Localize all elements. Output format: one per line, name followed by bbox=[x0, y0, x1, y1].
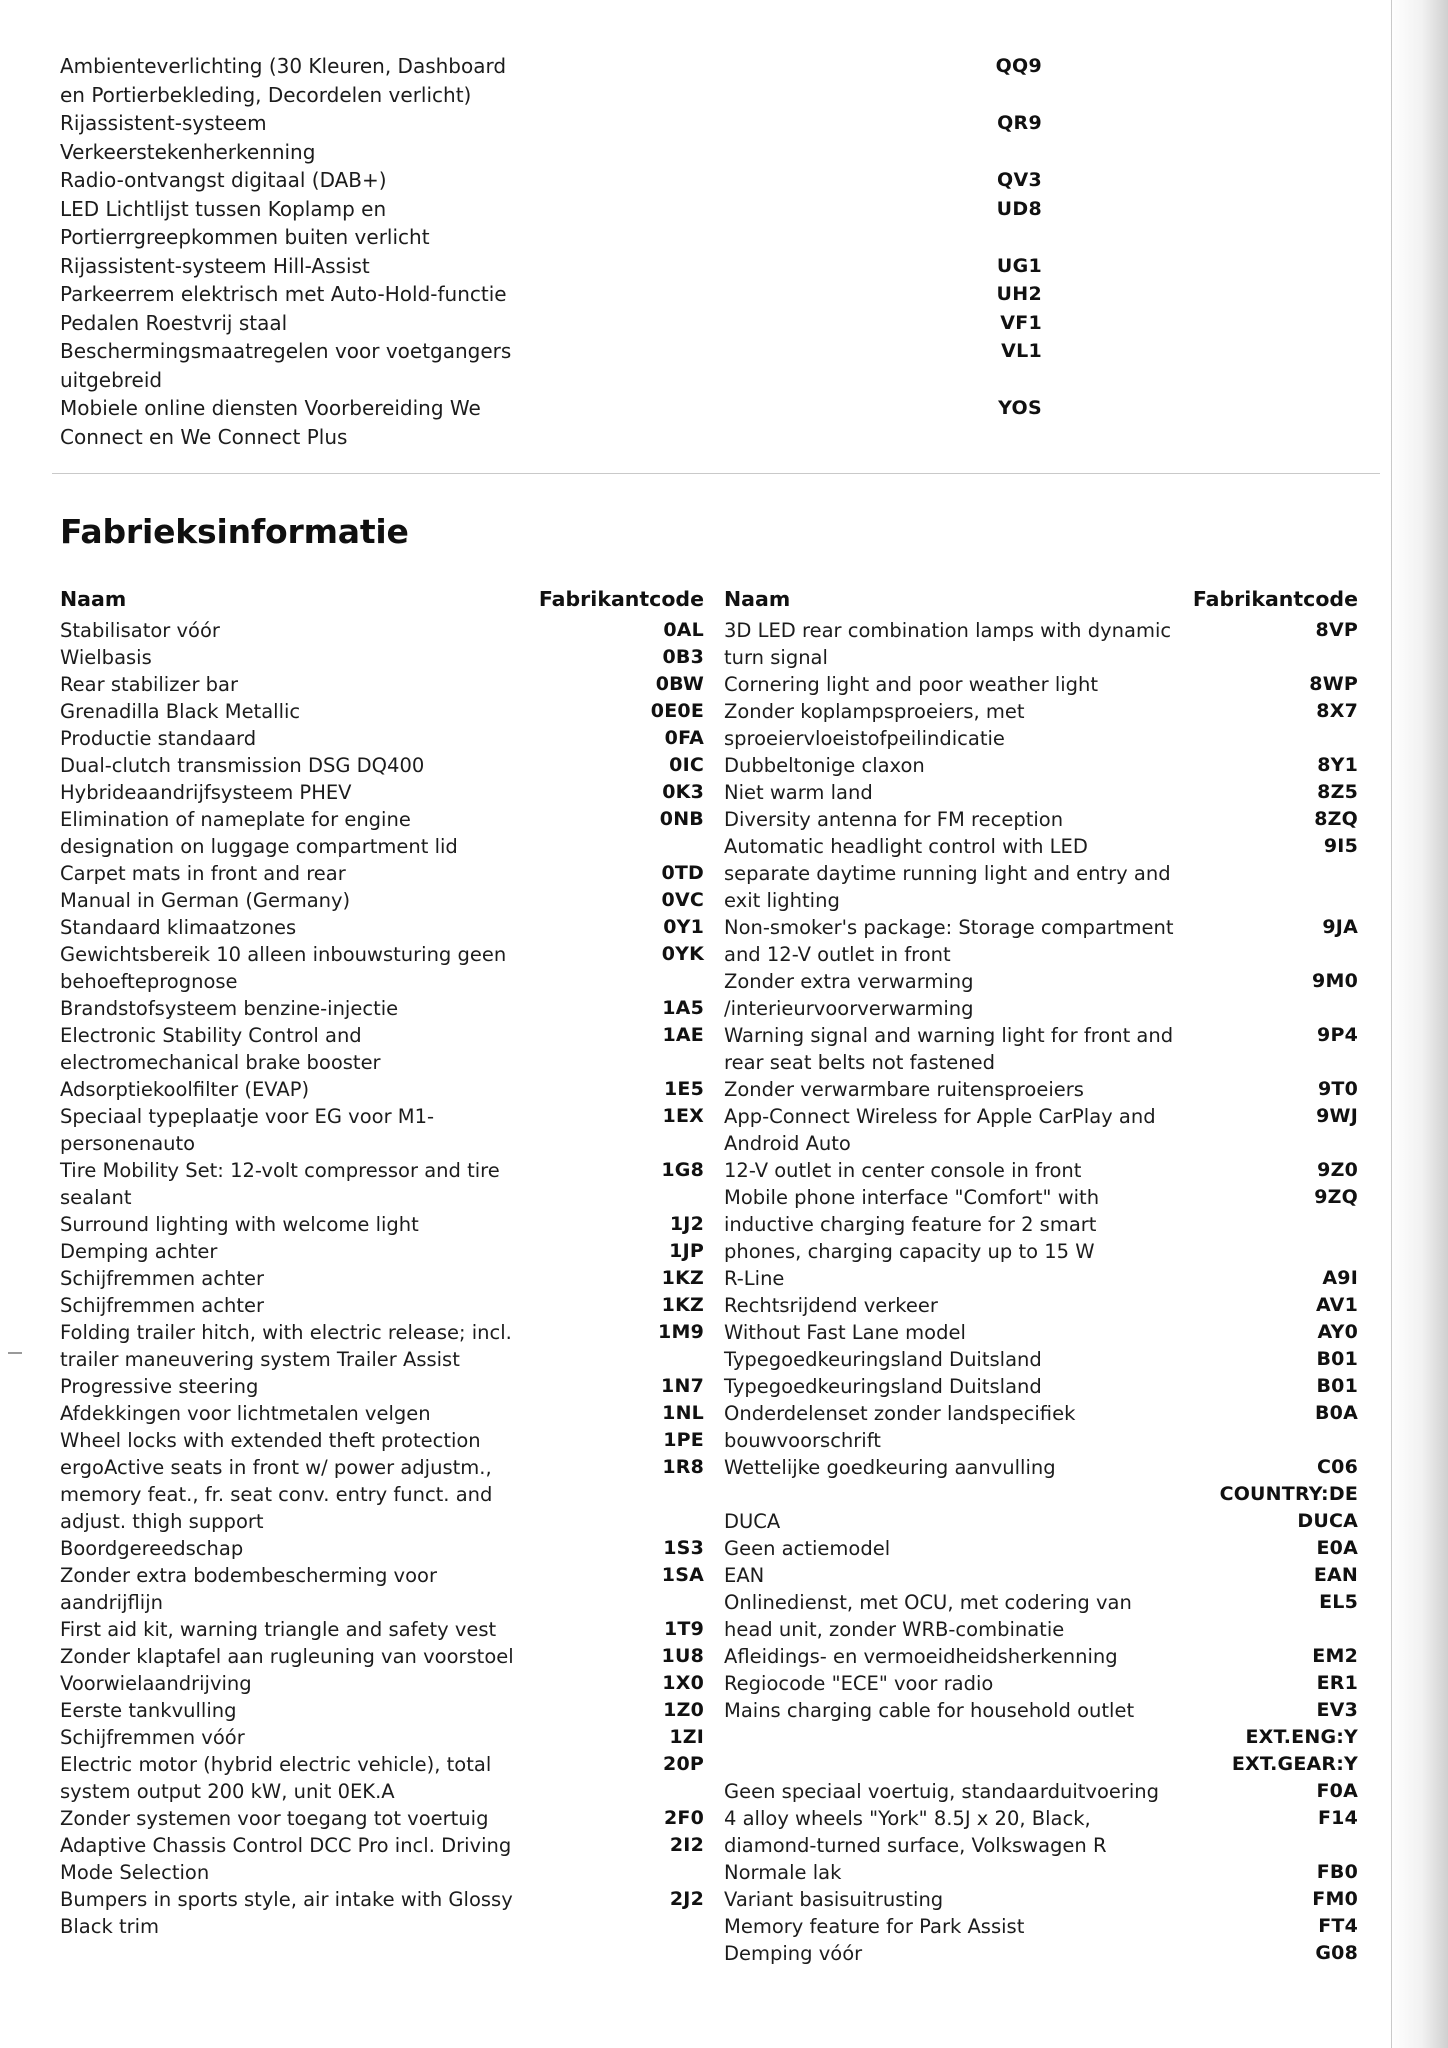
equipment-name: Pedalen Roestvrij staal bbox=[60, 310, 288, 335]
table-row bbox=[724, 1778, 1368, 1805]
option-name: Adsorptiekoolfilter (EVAP) bbox=[60, 1078, 310, 1101]
table-row bbox=[724, 698, 1368, 752]
option-name: Zonder systemen voor toegang tot voertuig bbox=[60, 1807, 489, 1830]
option-name: Voorwielaandrijving bbox=[60, 1672, 252, 1695]
manufacturer-code: EV3 bbox=[1316, 1699, 1358, 1721]
table-row bbox=[724, 806, 1368, 833]
manufacturer-code: 9P4 bbox=[1317, 1024, 1358, 1046]
option-name: Rechtsrijdend verkeer bbox=[724, 1294, 938, 1317]
option-name: Zonder extra verwarming /interieurvoorverwarming bbox=[724, 970, 974, 1020]
manufacturer-code: ER1 bbox=[1316, 1672, 1358, 1694]
manufacturer-code: F14 bbox=[1317, 1807, 1358, 1829]
header-fabrikantcode: Fabrikantcode bbox=[538, 587, 704, 611]
table-row bbox=[60, 1670, 714, 1697]
option-name: Standaard klimaatzones bbox=[60, 916, 297, 939]
equipment-code: YOS bbox=[998, 397, 1042, 419]
option-name: ergoActive seats in front w/ power adjustm., memory feat., fr. seat conv. entry funct. and adjust. thigh support bbox=[60, 1456, 493, 1533]
table-row bbox=[60, 1076, 714, 1103]
table-row bbox=[724, 1913, 1368, 1940]
option-name: Dual-clutch transmission DSG DQ400 bbox=[60, 754, 425, 777]
manufacturer-code: 0VC bbox=[661, 889, 704, 911]
equipment-row bbox=[60, 252, 1050, 281]
table-row bbox=[60, 1751, 714, 1805]
table-row bbox=[724, 1103, 1368, 1157]
table-row bbox=[724, 1319, 1368, 1346]
table-row bbox=[724, 1292, 1368, 1319]
table-row bbox=[60, 1373, 714, 1400]
factory-info-left-column bbox=[60, 587, 714, 1967]
table-row bbox=[724, 752, 1368, 779]
manufacturer-code: 1U8 bbox=[661, 1645, 704, 1667]
option-name: Zonder koplampsproeiers, met sproeiervloeistofpeilindicatie bbox=[724, 700, 1025, 750]
header-fabrikantcode: Fabrikantcode bbox=[1192, 587, 1358, 611]
manufacturer-code: EXT.ENG:Y bbox=[1245, 1726, 1358, 1748]
manufacturer-code: 8Z5 bbox=[1317, 781, 1358, 803]
table-row bbox=[724, 1859, 1368, 1886]
equipment-name: Parkeerrem elektrisch met Auto-Hold-functie bbox=[60, 282, 507, 306]
option-name: Cornering light and poor weather light bbox=[724, 673, 1099, 696]
manufacturer-code: 2I2 bbox=[669, 1834, 704, 1856]
option-name: Schijfremmen achter bbox=[60, 1294, 264, 1317]
table-row bbox=[724, 1697, 1368, 1724]
table-row bbox=[60, 698, 714, 725]
option-name: Speciaal typeplaatje voor EG voor M1-personenauto bbox=[60, 1105, 435, 1155]
manufacturer-code: 1R8 bbox=[662, 1456, 704, 1478]
option-name: Onderdelenset zonder landspecifiek bouwvoorschrift bbox=[724, 1402, 1076, 1452]
option-name: Bumpers in sports style, air intake with Glossy Black trim bbox=[60, 1888, 513, 1938]
manufacturer-code: EXT.GEAR:Y bbox=[1231, 1753, 1358, 1775]
manufacturer-code: 8X7 bbox=[1316, 700, 1358, 722]
option-name: Electronic Stability Control and electromechanical brake booster bbox=[60, 1024, 381, 1074]
manufacturer-code: 8VP bbox=[1315, 619, 1358, 641]
option-name: First aid kit, warning triangle and safety vest bbox=[60, 1618, 497, 1641]
manufacturer-code: 0Y1 bbox=[663, 916, 704, 938]
option-name: Hybrideaandrijfsysteem PHEV bbox=[60, 781, 352, 804]
option-name: Niet warm land bbox=[724, 781, 873, 804]
table-row bbox=[60, 1562, 714, 1616]
manufacturer-code: COUNTRY:DE bbox=[1219, 1483, 1358, 1505]
table-row bbox=[724, 1805, 1368, 1859]
manufacturer-code: 9I5 bbox=[1323, 835, 1358, 857]
table-row bbox=[60, 1535, 714, 1562]
option-name: Typegoedkeuringsland Duitsland bbox=[724, 1375, 1042, 1398]
table-row bbox=[60, 1400, 714, 1427]
option-name: Schijfremmen vóór bbox=[60, 1726, 245, 1749]
table-row bbox=[724, 1643, 1368, 1670]
manufacturer-code: 2J2 bbox=[669, 1888, 704, 1910]
option-name: Manual in German (Germany) bbox=[60, 889, 351, 912]
manufacturer-code: 0AL bbox=[663, 619, 704, 641]
manufacturer-code: 9T0 bbox=[1317, 1078, 1358, 1100]
option-name: Brandstofsysteem benzine-injectie bbox=[60, 997, 399, 1020]
manufacturer-code: 1KZ bbox=[661, 1294, 704, 1316]
table-row bbox=[724, 1184, 1368, 1265]
section-divider bbox=[52, 473, 1380, 474]
table-row bbox=[60, 860, 714, 887]
option-name: Zonder verwarmbare ruitensproeiers bbox=[724, 1078, 1084, 1101]
manufacturer-code: 8Y1 bbox=[1317, 754, 1358, 776]
option-name: Mains charging cable for household outlet bbox=[724, 1699, 1135, 1722]
column-header-left bbox=[60, 587, 714, 611]
option-name: Wheel locks with extended theft protection bbox=[60, 1429, 481, 1452]
equipment-code: UH2 bbox=[996, 283, 1042, 305]
table-row bbox=[60, 1211, 714, 1238]
manufacturer-code: 1JP bbox=[669, 1240, 704, 1262]
option-name: Regiocode "ECE" voor radio bbox=[724, 1672, 994, 1695]
manufacturer-code: G08 bbox=[1315, 1942, 1358, 1964]
manufacturer-code: EL5 bbox=[1319, 1591, 1358, 1613]
option-name: EAN bbox=[724, 1564, 765, 1587]
equipment-row bbox=[60, 52, 1050, 109]
manufacturer-code: 1N7 bbox=[661, 1375, 704, 1397]
option-name: Zonder extra bodembescherming voor aandrijflijn bbox=[60, 1564, 437, 1614]
manufacturer-code: 1PE bbox=[663, 1429, 704, 1451]
table-row bbox=[724, 617, 1368, 671]
table-row bbox=[60, 1103, 714, 1157]
manufacturer-code: 1NL bbox=[662, 1402, 704, 1424]
table-row bbox=[724, 833, 1368, 914]
option-name: Variant basisuitrusting bbox=[724, 1888, 944, 1911]
option-name: Geen actiemodel bbox=[724, 1537, 891, 1560]
option-name: Normale lak bbox=[724, 1861, 842, 1884]
manufacturer-code: B01 bbox=[1316, 1348, 1358, 1370]
option-name: Without Fast Lane model bbox=[724, 1321, 966, 1344]
option-name: 4 alloy wheels "York" 8.5J x 20, Black, diamond-turned surface, Volkswagen R bbox=[724, 1807, 1107, 1857]
table-row bbox=[724, 1886, 1368, 1913]
manufacturer-code: 20P bbox=[663, 1753, 704, 1775]
manufacturer-code: A9I bbox=[1322, 1267, 1358, 1289]
option-name: 3D LED rear combination lamps with dynamic turn signal bbox=[724, 619, 1172, 669]
table-row bbox=[60, 806, 714, 860]
option-name: Geen speciaal voertuig, standaarduitvoering bbox=[724, 1780, 1160, 1803]
table-row bbox=[724, 914, 1368, 968]
manufacturer-code: 9WJ bbox=[1316, 1105, 1358, 1127]
option-name: Surround lighting with welcome light bbox=[60, 1213, 419, 1236]
manufacturer-code: 0E0E bbox=[650, 700, 704, 722]
table-row bbox=[724, 1724, 1368, 1751]
manufacturer-code: 9JA bbox=[1322, 916, 1358, 938]
table-row bbox=[60, 1292, 714, 1319]
manufacturer-code: 1SA bbox=[661, 1564, 704, 1586]
option-name: Demping achter bbox=[60, 1240, 218, 1263]
manufacturer-code: 1A5 bbox=[662, 997, 704, 1019]
option-name bbox=[724, 1724, 1183, 1751]
equipment-code: VF1 bbox=[1000, 311, 1042, 334]
table-row bbox=[724, 968, 1368, 1022]
manufacturer-code: 9M0 bbox=[1312, 970, 1358, 992]
table-row bbox=[724, 1751, 1368, 1778]
table-row bbox=[60, 725, 714, 752]
table-row bbox=[60, 779, 714, 806]
option-name: Elimination of nameplate for engine designation on luggage compartment lid bbox=[60, 808, 458, 858]
option-name: Productie standaard bbox=[60, 727, 257, 750]
table-row bbox=[724, 1670, 1368, 1697]
table-row bbox=[60, 887, 714, 914]
option-name: Adaptive Chassis Control DCC Pro incl. Driving Mode Selection bbox=[60, 1834, 512, 1884]
manufacturer-code: EAN bbox=[1313, 1564, 1358, 1586]
manufacturer-code: 1EX bbox=[662, 1105, 704, 1127]
manufacturer-code: 1ZI bbox=[669, 1726, 704, 1748]
table-row bbox=[60, 1724, 714, 1751]
manufacturer-code: 1T9 bbox=[663, 1618, 704, 1640]
option-name: Schijfremmen achter bbox=[60, 1267, 264, 1290]
manufacturer-code: 1S3 bbox=[663, 1537, 704, 1559]
manufacturer-code: 0B3 bbox=[662, 646, 704, 668]
manufacturer-code: 1M9 bbox=[658, 1321, 704, 1343]
equipment-row bbox=[60, 337, 1050, 394]
manufacturer-code: 0YK bbox=[661, 943, 704, 965]
table-row bbox=[60, 1805, 714, 1832]
manufacturer-code: 1G8 bbox=[661, 1159, 704, 1181]
option-name: Warning signal and warning light for front and rear seat belts not fastened bbox=[724, 1024, 1174, 1074]
manufacturer-code: FM0 bbox=[1312, 1888, 1358, 1910]
manufacturer-code: 8ZQ bbox=[1314, 808, 1358, 830]
option-name: Electric motor (hybrid electric vehicle), total system output 200 kW, unit 0EK.A bbox=[60, 1753, 492, 1803]
table-row bbox=[60, 914, 714, 941]
factory-info-table bbox=[60, 587, 1368, 1967]
table-row bbox=[724, 1454, 1368, 1481]
option-name: DUCA bbox=[724, 1510, 781, 1533]
table-row bbox=[60, 1022, 714, 1076]
option-name: Automatic headlight control with LED separate daytime running light and entry and exit lighting bbox=[724, 835, 1171, 912]
option-name: Folding trailer hitch, with electric release; incl. trailer maneuvering system Trailer Assist bbox=[60, 1321, 512, 1371]
equipment-name: Ambienteverlichting (30 Kleuren, Dashboard en Portierbekleding, Decordelen verlicht) bbox=[60, 54, 507, 107]
equipment-row bbox=[60, 166, 1050, 195]
table-row bbox=[724, 1022, 1368, 1076]
equipment-row bbox=[60, 109, 1050, 166]
table-row bbox=[60, 644, 714, 671]
column-header-right bbox=[724, 587, 1368, 611]
manufacturer-code: 1Z0 bbox=[663, 1699, 704, 1721]
manufacturer-code: 2F0 bbox=[663, 1807, 704, 1829]
table-row bbox=[60, 1832, 714, 1886]
manufacturer-code: EM2 bbox=[1312, 1645, 1358, 1667]
table-row bbox=[724, 1940, 1368, 1967]
table-row bbox=[60, 1238, 714, 1265]
table-row bbox=[724, 671, 1368, 698]
table-row bbox=[724, 1589, 1368, 1643]
manufacturer-code: 0BW bbox=[655, 673, 704, 695]
manufacturer-code: C06 bbox=[1317, 1456, 1358, 1478]
option-name: Mobile phone interface "Comfort" with inductive charging feature for 2 smart phones, charging capacity up to 15 W bbox=[724, 1186, 1100, 1263]
manufacturer-code: B01 bbox=[1316, 1375, 1358, 1397]
equipment-row bbox=[60, 309, 1050, 338]
equipment-row bbox=[60, 195, 1050, 252]
equipment-name: Mobiele online diensten Voorbereiding We Connect en We Connect Plus bbox=[60, 396, 481, 449]
option-name: Onlinedienst, met OCU, met codering van head unit, zonder WRB-combinatie bbox=[724, 1591, 1132, 1641]
equipment-row bbox=[60, 394, 1050, 451]
table-row bbox=[60, 671, 714, 698]
table-row bbox=[724, 1508, 1368, 1535]
table-row bbox=[60, 995, 714, 1022]
table-row bbox=[724, 1265, 1368, 1292]
option-name: Boordgereedschap bbox=[60, 1537, 244, 1560]
header-naam: Naam bbox=[724, 587, 791, 611]
option-name: Carpet mats in front and rear bbox=[60, 862, 346, 885]
option-name bbox=[724, 1751, 1183, 1778]
page-edge-shadow bbox=[1390, 0, 1448, 2048]
option-name: Zonder klaptafel aan rugleuning van voorstoel bbox=[60, 1645, 514, 1668]
equipment-name: Radio-ontvangst digitaal (DAB+) bbox=[60, 168, 387, 192]
table-row bbox=[60, 1643, 714, 1670]
option-name: Afdekkingen voor lichtmetalen velgen bbox=[60, 1402, 431, 1425]
equipment-name: Beschermingsmaatregelen voor voetgangers uitgebreid bbox=[60, 339, 512, 392]
manufacturer-code: AV1 bbox=[1316, 1294, 1358, 1316]
manufacturer-code: AY0 bbox=[1317, 1321, 1358, 1343]
table-row bbox=[60, 617, 714, 644]
option-name: Diversity antenna for FM reception bbox=[724, 808, 1064, 831]
option-name: Afleidings- en vermoeidheidsherkenning bbox=[724, 1645, 1118, 1668]
equipment-name: LED Lichtlijst tussen Koplamp en Portierrgreepkommen buiten verlicht bbox=[60, 196, 430, 249]
table-row bbox=[724, 1400, 1368, 1454]
manufacturer-code: 1KZ bbox=[661, 1267, 704, 1289]
equipment-code: QV3 bbox=[997, 169, 1042, 191]
manufacturer-code: 0K3 bbox=[662, 781, 704, 803]
table-row bbox=[60, 1454, 714, 1535]
option-name: Typegoedkeuringsland Duitsland bbox=[724, 1348, 1042, 1371]
option-name: Wettelijke goedkeuring aanvulling bbox=[724, 1456, 1056, 1479]
manufacturer-code: 9ZQ bbox=[1314, 1186, 1358, 1208]
page-margin-mark bbox=[8, 1352, 22, 1354]
manufacturer-code: F0A bbox=[1316, 1780, 1358, 1802]
table-row bbox=[60, 752, 714, 779]
manufacturer-code: 0FA bbox=[664, 727, 704, 749]
page-title: Fabrieksinformatie bbox=[60, 512, 409, 551]
equipment-code: QR9 bbox=[997, 112, 1042, 134]
table-row bbox=[60, 1427, 714, 1454]
manufacturer-code: E0A bbox=[1316, 1537, 1358, 1559]
equipment-continuation-list bbox=[60, 52, 1050, 451]
table-row bbox=[60, 1319, 714, 1373]
table-row bbox=[60, 1265, 714, 1292]
equipment-name: Rijassistent-systeem Hill-Assist bbox=[60, 253, 370, 278]
manufacturer-code: 1E5 bbox=[663, 1078, 704, 1100]
manufacturer-code: 0NB bbox=[659, 808, 704, 830]
option-name: Grenadilla Black Metallic bbox=[60, 700, 301, 723]
table-row bbox=[724, 1076, 1368, 1103]
option-name: Dubbeltonige claxon bbox=[724, 754, 925, 777]
option-name: Rear stabilizer bar bbox=[60, 673, 239, 696]
manufacturer-code: FB0 bbox=[1316, 1861, 1358, 1883]
equipment-code: QQ9 bbox=[995, 55, 1042, 77]
manufacturer-code: 1AE bbox=[662, 1024, 704, 1046]
table-row bbox=[724, 1346, 1368, 1373]
manufacturer-code: FT4 bbox=[1318, 1915, 1358, 1937]
table-row bbox=[60, 1697, 714, 1724]
equipment-row bbox=[60, 280, 1050, 309]
manufacturer-code: B0A bbox=[1314, 1402, 1358, 1424]
manufacturer-code: DUCA bbox=[1297, 1510, 1358, 1532]
option-name: 12-V outlet in center console in front bbox=[724, 1159, 1082, 1182]
manufacturer-code: 0TD bbox=[661, 862, 704, 884]
manufacturer-code: 0IC bbox=[669, 754, 704, 776]
table-row bbox=[60, 1886, 714, 1940]
table-row bbox=[60, 1157, 714, 1211]
table-row bbox=[724, 1481, 1368, 1508]
table-row bbox=[724, 1535, 1368, 1562]
option-name bbox=[724, 1481, 1183, 1508]
option-name: Non-smoker's package: Storage compartment and 12-V outlet in front bbox=[724, 916, 1174, 966]
equipment-code: UD8 bbox=[996, 197, 1042, 220]
option-name: Demping vóór bbox=[724, 1942, 863, 1965]
option-name: R-Line bbox=[724, 1267, 785, 1290]
equipment-code: VL1 bbox=[1001, 340, 1042, 362]
option-name: Stabilisator vóór bbox=[60, 619, 220, 642]
option-name: Tire Mobility Set: 12-volt compressor and tire sealant bbox=[60, 1159, 500, 1209]
equipment-code: UG1 bbox=[996, 254, 1042, 277]
factory-info-right-column bbox=[714, 587, 1368, 1967]
manufacturer-code: 9Z0 bbox=[1317, 1159, 1358, 1181]
table-row bbox=[724, 1157, 1368, 1184]
table-row bbox=[724, 779, 1368, 806]
option-name: Wielbasis bbox=[60, 646, 152, 669]
option-name: Progressive steering bbox=[60, 1375, 259, 1398]
option-name: Eerste tankvulling bbox=[60, 1699, 237, 1722]
table-row bbox=[724, 1562, 1368, 1589]
table-row bbox=[60, 941, 714, 995]
manufacturer-code: 1J2 bbox=[669, 1213, 704, 1235]
option-name: Memory feature for Park Assist bbox=[724, 1915, 1025, 1938]
table-row bbox=[724, 1373, 1368, 1400]
manufacturer-code: 8WP bbox=[1309, 673, 1358, 695]
manufacturer-code: 1X0 bbox=[662, 1672, 704, 1694]
table-row bbox=[60, 1616, 714, 1643]
option-name: Gewichtsbereik 10 alleen inbouwsturing geen behoefteprognose bbox=[60, 943, 507, 993]
page-edge-line bbox=[1391, 0, 1392, 2048]
equipment-name: Rijassistent-systeem Verkeerstekenherkenning bbox=[60, 111, 316, 164]
option-name: App-Connect Wireless for Apple CarPlay and Android Auto bbox=[724, 1105, 1156, 1155]
header-naam: Naam bbox=[60, 587, 127, 611]
